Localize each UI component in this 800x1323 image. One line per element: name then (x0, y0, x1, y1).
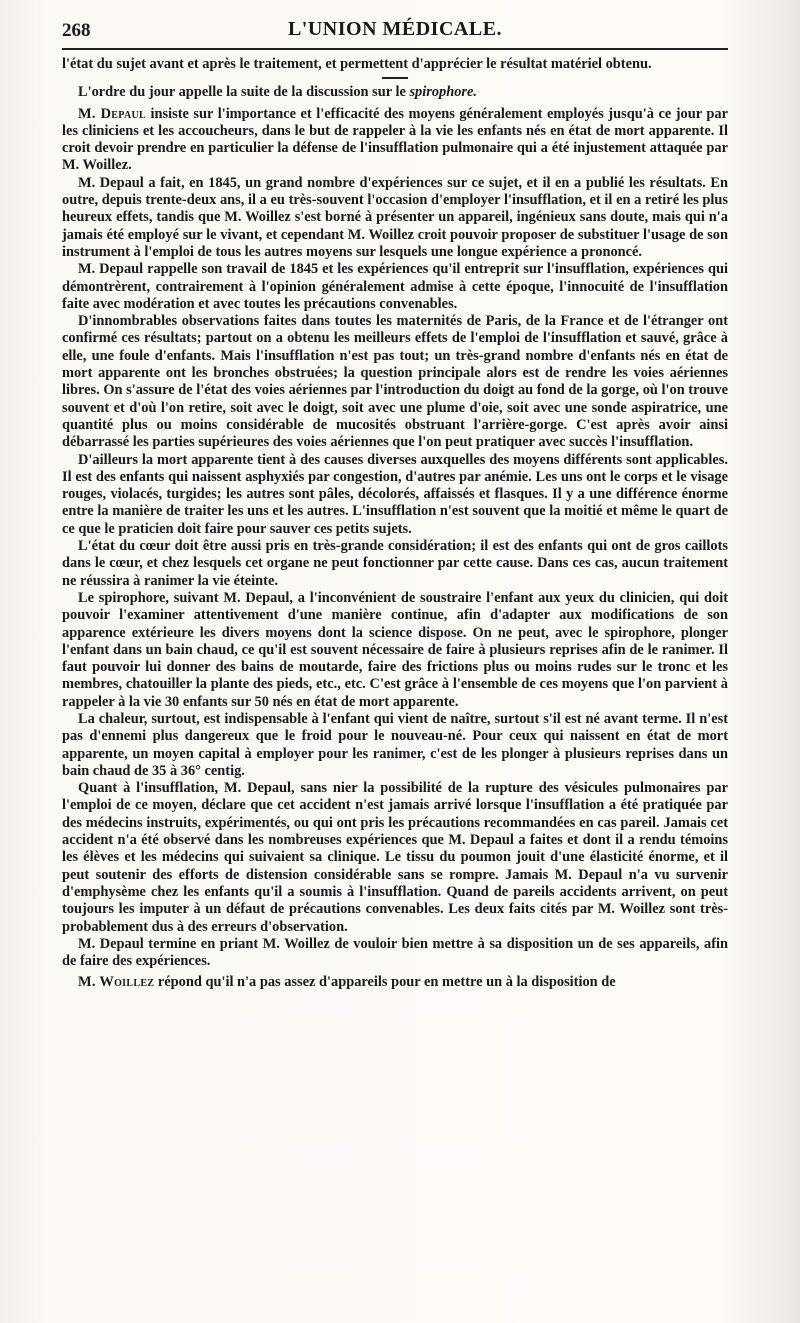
paragraph-agenda (62, 84, 728, 101)
agenda-topic: spirophore. (409, 84, 478, 101)
paragraph: M. Depaul termine en priant M. Woillez de vouloir bien mettre à sa disposition un de ses appareils, afin de faire des expériences. (62, 935, 728, 970)
paragraph: D'ailleurs la mort apparente tient à des causes diverses auxquelles des moyens différents sont applicables. Il est des enfants qui naissent asphyxiés par congestion, d'autres par anémie. Les uns ont le corps et le visage rouges, violacés, turgides; les autres sont pâles, décolorés, affaissés et flasques. Il y a une différence énorme entre la manière de traiter les uns et les autres. L'insufflation n'est souvent que la moitié et même le quart de ce que le praticien doit faire pour sauver ces petits sujets. (62, 451, 728, 537)
speaker-name: M. Woillez (78, 974, 155, 991)
paragraph-text: répond qu'il n'a pas assez d'appareils pour en mettre un à la disposition de (154, 974, 616, 991)
article-body (62, 56, 728, 992)
page-number: 268 (62, 20, 91, 41)
paragraph-woillez-reply (62, 974, 728, 991)
paragraph: M. Depaul a fait, en 1845, un grand nombre d'expériences sur ce sujet, et il en a publié les résultats. En outre, depuis trente-deux ans, il a eu très-souvent l'occasion d'employer l'insufflation, et il en a retiré les plus heureux effets, tandis que M. Woillez s'est borné à présenter un appareil, ingénieux sans doute, mais qui n'a jamais été employé sur le vivant, et cependant M. Woillez croit pouvoir proposer de substituer l'usage de son instrument à l'emploi de tous les autres moyens sur lesquels une longue expérience a prononcé. (62, 174, 728, 260)
header-rule (62, 48, 728, 50)
paragraph-depaul-intro (62, 106, 728, 175)
paragraph: M. Depaul rappelle son travail de 1845 et les expériences qu'il entreprit sur l'insufflation, expériences qui démontrèrent, contrairement à l'opinion généralement admise à cette époque, l'innocuité de l'insufflation faite avec modération et avec toutes les précautions convenables. (62, 261, 728, 312)
running-title: L'UNION MÉDICALE. (287, 18, 503, 40)
speaker-name: M. Depaul (78, 105, 146, 122)
page-header (62, 14, 728, 46)
section-separator (382, 77, 408, 79)
paragraph-continuation: l'état du sujet avant et après le traitement, et permettent d'apprécier le résultat matériel obtenu. (62, 56, 652, 72)
paragraph: L'état du cœur doit être aussi pris en très-grande considération; il est des enfants qui ont de gros caillots dans le cœur, et chez lesquels cet organe ne peut fonctionner par cette cause. Dans ces cas, aucun traitement ne réussira à ranimer la vie éteinte. (62, 538, 728, 589)
agenda-text: L'ordre du jour appelle la suite de la discussion sur le (78, 84, 410, 101)
paragraph: D'innombrables observations faites dans toutes les maternités de Paris, de la France et de l'étranger ont confirmé ces résultats; partout on a obtenu les meilleurs effets de l'emploi de l'insufflation et sauvé, grâce à elle, une foule d'enfants. Mais l'insufflation n'est pas tout; un très-grand nombre d'enfants nés en état de mort apparente ont les bronches obstruées; la question principale alors est de rendre les voies aériennes libres. On s'assure de l'état des voies aériennes par l'introduction du doigt au fond de la gorge, où l'on trouve souvent et d'où l'on retire, soit avec le doigt, soit avec une plume d'oie, soit avec une sonde aspiratrice, une quantité plus ou moins considérable de mucosités obstruant l'arrière-gorge. C'est après avoir ainsi débarrassé les parties supérieures des voies aériennes que l'on peut pratiquer avec succès l'insufflation. (62, 313, 728, 451)
paragraph: La chaleur, surtout, est indispensable à l'enfant qui vient de naître, surtout s'il est né avant terme. Il n'est pas d'ennemi plus dangereux que le froid pour le nouveau-né. Pour ceux qui naissent en état de mort apparente, un moyen capital à employer pour les ranimer, c'est de les plonger à plusieurs reprises dans un bain chaud de 35 à 36° centig. (62, 710, 728, 779)
paragraph: Le spirophore, suivant M. Depaul, a l'inconvénient de soustraire l'enfant aux yeux du clinicien, qui doit pouvoir l'examiner attentivement d'une manière continue, afin d'adapter aux modifications de son apparence extérieure les divers moyens dont la science dispose. On ne peut, avec le spirophore, plonger l'enfant dans un bain chaud, ce qu'il est souvent nécessaire de faire à plusieurs reprises afin de le ranimer. Il faut pouvoir lui donner des bains de moutarde, faire des frictions plus ou moins rudes sur le tronc et les membres, chatouiller la plante des pieds, etc., etc. C'est grâce à l'ensemble de ces moyens que l'on parvient à rappeler à la vie 30 enfants sur 50 nés en état de mort apparente. (62, 589, 728, 710)
paragraph-text: insiste sur l'importance et l'efficacité des moyens généralement employés jusqu'à ce jour par les cliniciens et les accoucheurs, dans le but de rappeler à la vie les enfants nés en état de mort apparente. Il croit devoir prendre en particulier la défense de l'insufflation pulmonaire qui a été injustement attaquée par M. Woillez. (62, 105, 728, 174)
paragraph: Quant à l'insufflation, M. Depaul, sans nier la possibilité de la rupture des vésicules pulmonaires par l'emploi de ce moyen, déclare que cet accident n'est jamais arrivé lorsque l'insufflation a été pratiquée par des médecins instruits, expérimentés, ou qui ont pris les précautions recommandées en cas pareil. Jamais cet accident n'a été observé dans les nombreuses expériences que M. Depaul a faites et dont il a rendu témoins les élèves et les médecins qui suivaient sa clinique. Le tissu du poumon jouit d'une élasticité énorme, et il peut soutenir des efforts de distension considérable sans se rompre. Jamais M. Depaul n'a vu survenir d'emphysème chez les enfants qu'il a soumis à l'insufflation. Quand de pareils accidents arrivent, on peut toujours les imputer à un défaut de précautions convenables. Les deux faits cités par M. Woillez sont très-probablement dus à des erreurs d'observation. (62, 780, 728, 935)
